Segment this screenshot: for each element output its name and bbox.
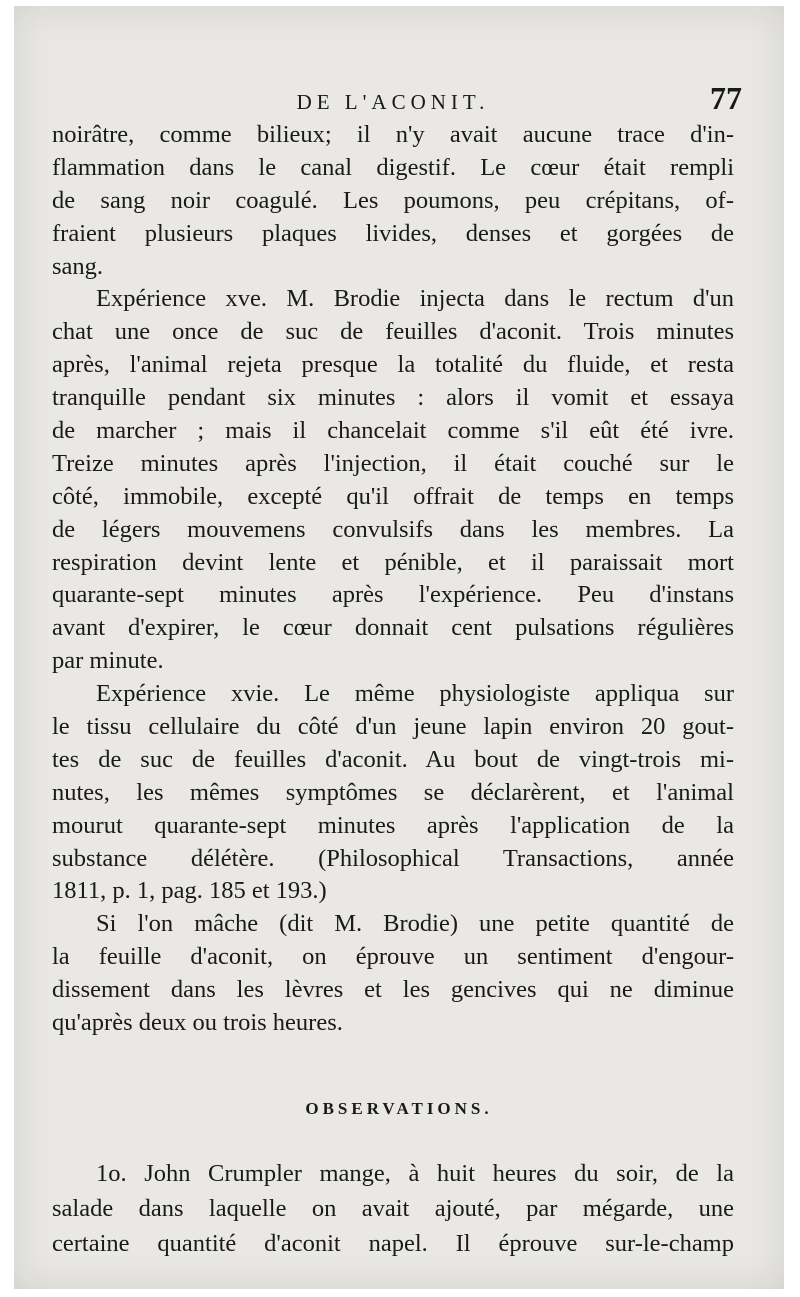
text-line: après, l'animal rejeta presque la totalité du fluide, et resta: [52, 351, 734, 379]
section-title: OBSERVATIONS.: [305, 1099, 493, 1118]
text-line: 1811, p. 1, pag. 185 et 193.): [52, 877, 327, 905]
body-text: [52, 119, 734, 1040]
text-line: Expérience xve. M. Brodie injecta dans le rectum d'un: [96, 285, 734, 313]
text-line: certaine quantité d'aconit napel. Il éprouve sur-le-champ: [52, 1230, 734, 1257]
text-line: Expérience xvie. Le même physiologiste appliqua sur: [96, 680, 734, 708]
text-line: le tissu cellulaire du côté d'un jeune lapin environ 20 gout-: [52, 713, 734, 741]
text-line: qu'après deux ou trois heures.: [52, 1009, 343, 1037]
text-line: nutes, les mêmes symptômes se déclarèrent, et l'animal: [52, 778, 734, 806]
text-line: noirâtre, comme bilieux; il n'y avait aucune trace d'in-: [52, 121, 734, 148]
page-header: [50, 80, 742, 120]
text-line: flammation dans le canal digestif. Le cœur était rempli: [52, 153, 734, 181]
text-line: de sang noir coagulé. Les poumons, peu crépitans, of-: [52, 186, 734, 214]
text-line: dissement dans les lèvres et les gencives qui ne diminue: [52, 976, 734, 1004]
text-line: tes de suc de feuilles d'aconit. Au bout de vingt-trois mi-: [52, 745, 734, 773]
text-line: chat une once de suc de feuilles d'aconit. Trois minutes: [52, 318, 734, 346]
text-line: la feuille d'aconit, on éprouve un sentiment d'engour-: [52, 943, 734, 971]
text-line: Si l'on mâche (dit M. Brodie) une petite quantité de: [96, 910, 734, 938]
text-line: avant d'expirer, le cœur donnait cent pulsations régulières: [52, 614, 734, 642]
text-line: par minute.: [52, 647, 164, 675]
text-line: respiration devint lente et pénible, et il paraissait mort: [52, 548, 734, 576]
text-line: Treize minutes après l'injection, il était couché sur le: [52, 449, 734, 477]
text-line: sang.: [52, 252, 104, 280]
text-line: de marcher ; mais il chancelait comme s'il eût été ivre.: [52, 417, 734, 445]
text-line: 1o. John Crumpler mange, à huit heures du soir, de la: [96, 1160, 734, 1187]
text-line: mourut quarante-sept minutes après l'application de la: [52, 811, 734, 839]
page-number: 77: [710, 80, 742, 116]
observations-text: [52, 1156, 734, 1261]
text-line: de légers mouvemens convulsifs dans les membres. La: [52, 515, 734, 543]
text-line: quarante-sept minutes après l'expérience. Peu d'instans: [52, 581, 734, 609]
text-line: substance délétère. (Philosophical Transactions, année: [52, 844, 734, 872]
text-line: côté, immobile, excepté qu'il offrait de temps en temps: [52, 482, 734, 510]
text-line: salade dans laquelle on avait ajouté, par mégarde, une: [52, 1195, 734, 1222]
running-head: DE L'ACONIT.: [296, 90, 490, 114]
text-line: tranquille pendant six minutes : alors il vomit et essaya: [52, 384, 734, 412]
text-line: fraient plusieurs plaques livides, denses et gorgées de: [52, 219, 734, 247]
book-page: [14, 6, 784, 1289]
